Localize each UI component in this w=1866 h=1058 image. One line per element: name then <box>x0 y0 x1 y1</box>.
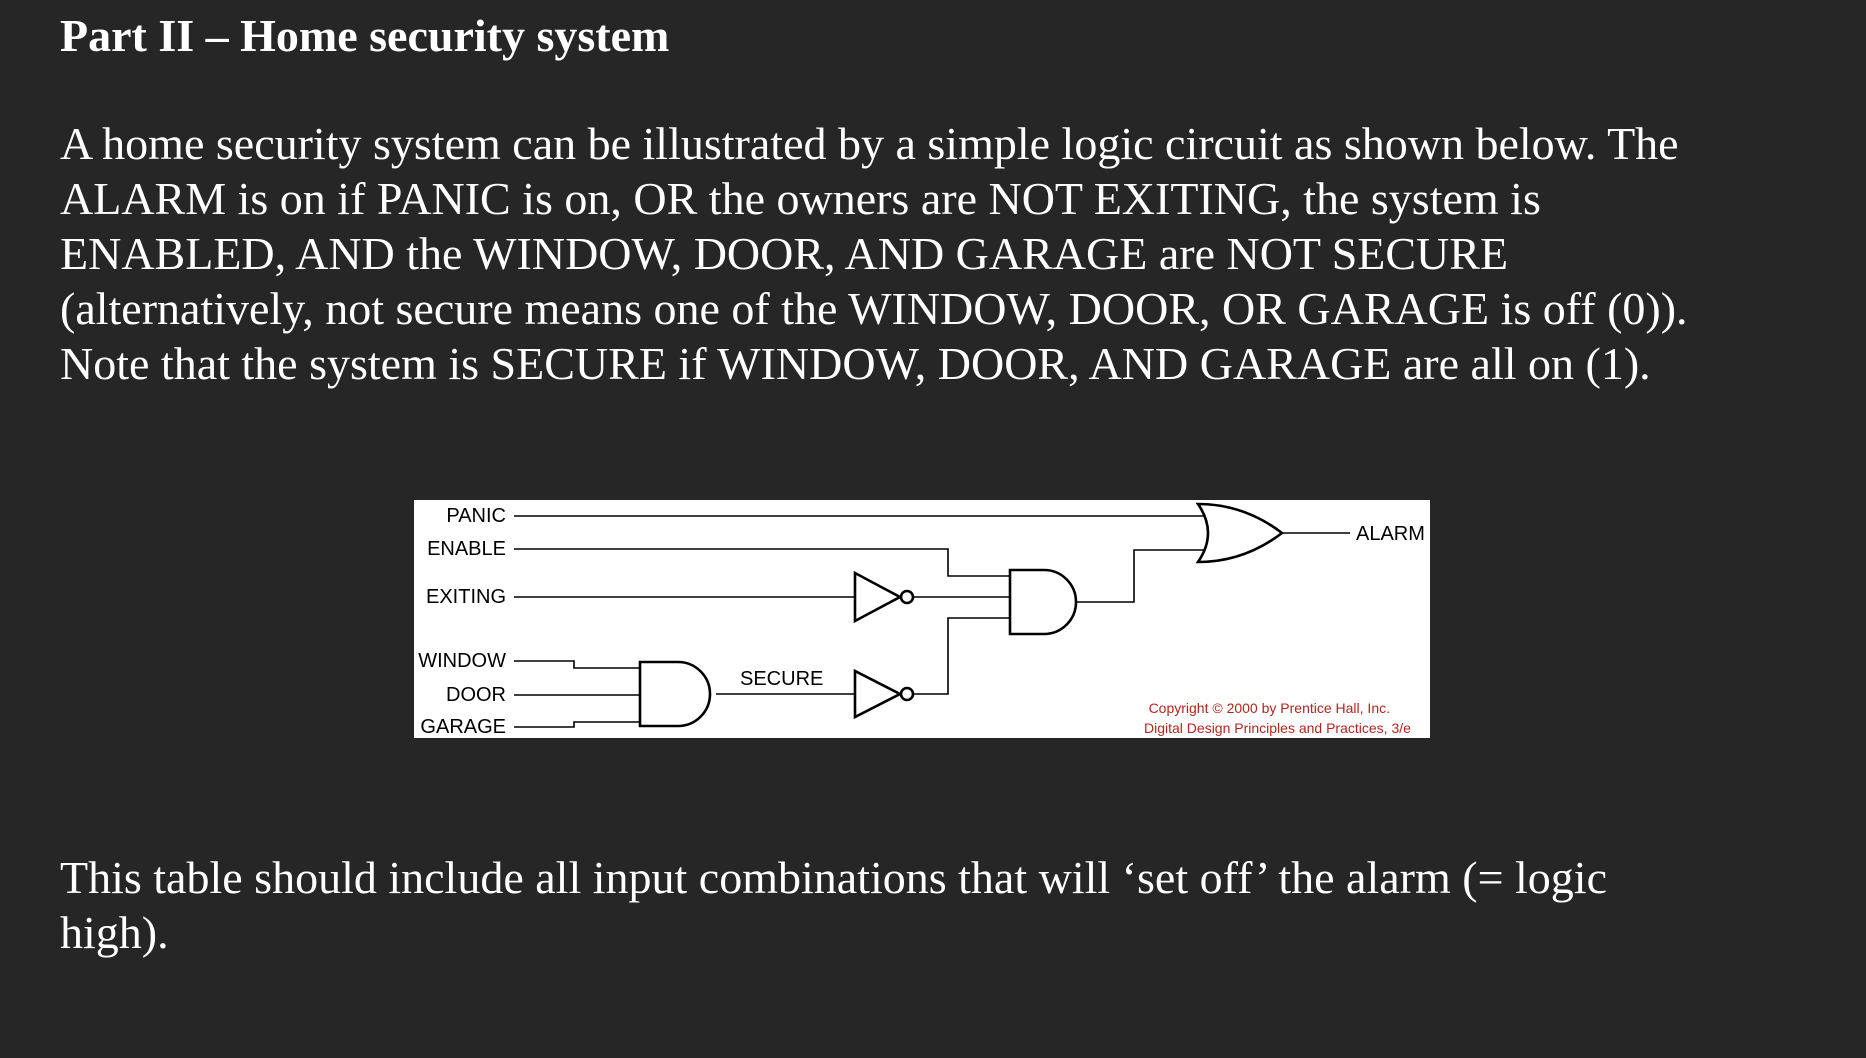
label-exiting: EXITING <box>425 586 506 608</box>
closing-line: high). <box>60 907 169 958</box>
copyright-line-1: Copyright © 2000 by Prentice Hall, Inc. <box>1148 700 1390 716</box>
not-gate-exiting <box>855 573 900 621</box>
not-bubble-exiting <box>901 591 913 603</box>
intro-paragraph <box>60 116 1850 391</box>
and-gate-alarm <box>1010 570 1076 634</box>
or-gate <box>1198 504 1282 562</box>
wire-garage <box>514 722 640 727</box>
and-gate-secure <box>640 662 710 726</box>
not-bubble-secure <box>901 688 913 700</box>
wire-and-to-or <box>1076 550 1212 602</box>
label-enable: ENABLE <box>427 538 506 560</box>
page-heading: Part II – Home security system <box>60 10 670 61</box>
label-secure: SECURE <box>740 668 824 690</box>
circuit-svg <box>414 500 1430 738</box>
copyright-line-2: Digital Design Principles and Practices, 3/e <box>1144 720 1411 736</box>
label-panic: PANIC <box>446 505 506 527</box>
closing-paragraph <box>60 850 1850 960</box>
wire-not-secure <box>914 618 1010 694</box>
intro-line: (alternatively, not secure means one of the WINDOW, DOOR, OR GARAGE is off (0)). <box>60 283 1688 334</box>
label-garage: GARAGE <box>420 716 506 738</box>
intro-line: Note that the system is SECURE if WINDOW, DOOR, AND GARAGE are all on (1). <box>60 338 1651 389</box>
wire-enable <box>514 549 1010 576</box>
label-alarm: ALARM <box>1356 523 1425 545</box>
intro-line: ENABLED, AND the WINDOW, DOOR, AND GARAGE are NOT SECURE <box>60 228 1509 279</box>
label-window: WINDOW <box>418 650 506 672</box>
intro-line: ALARM is on if PANIC is on, OR the owners are NOT EXITING, the system is <box>60 173 1541 224</box>
wire-window <box>514 661 640 668</box>
closing-line: This table should include all input combinations that will ‘set off’ the alarm (= logic <box>60 852 1607 903</box>
label-door: DOOR <box>446 684 506 706</box>
not-gate-secure <box>855 671 900 717</box>
intro-line: A home security system can be illustrated by a simple logic circuit as shown below. The <box>60 118 1679 169</box>
logic-circuit-diagram <box>414 500 1430 738</box>
